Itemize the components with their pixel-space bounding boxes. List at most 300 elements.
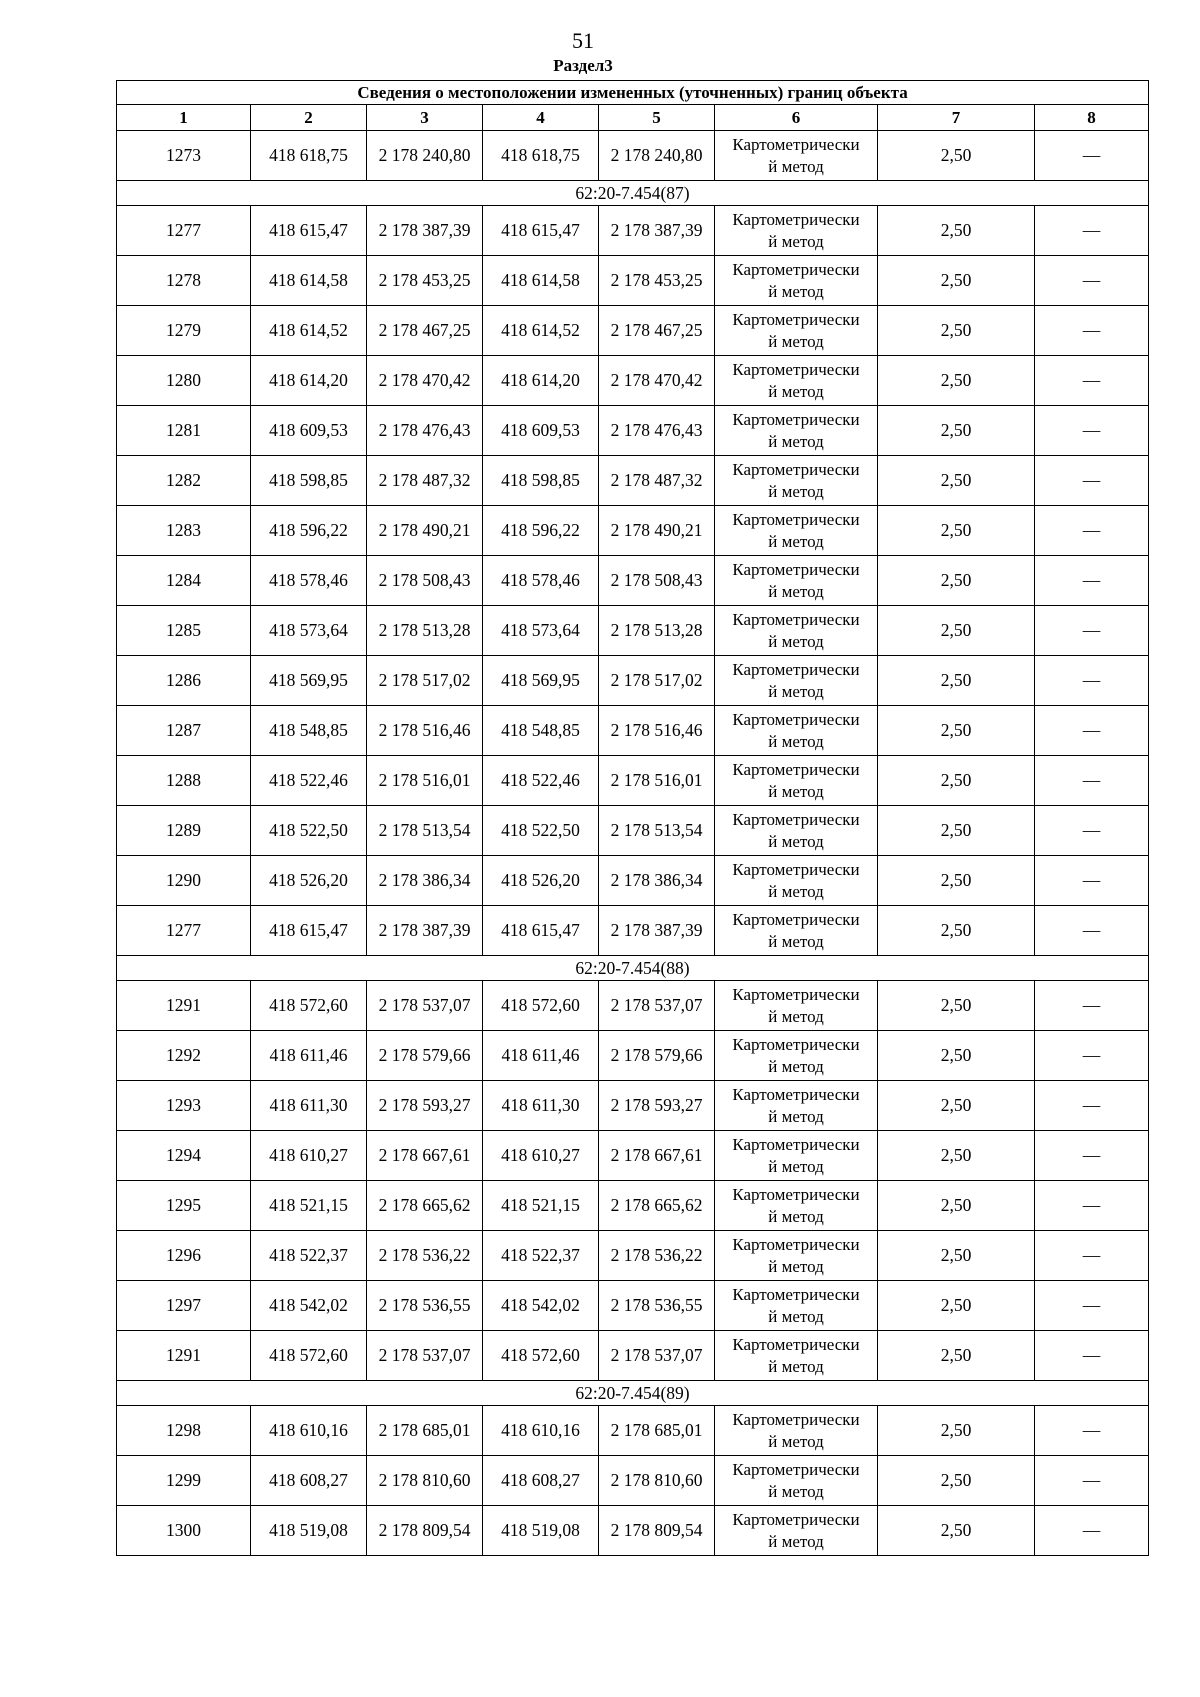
method-line-1: Картометрически — [732, 309, 860, 329]
x-old-cell: 418 611,46 — [251, 1031, 367, 1081]
method-line-2: й метод — [768, 581, 824, 601]
y-old-cell: 2 178 685,01 — [367, 1406, 483, 1456]
method-line-1: Картометрически — [732, 984, 860, 1004]
x-new-cell: 418 526,20 — [483, 856, 599, 906]
description-cell: — — [1035, 906, 1149, 956]
y-old-cell: 2 178 476,43 — [367, 406, 483, 456]
description-cell: — — [1035, 656, 1149, 706]
x-old-cell: 418 614,58 — [251, 256, 367, 306]
description-cell: — — [1035, 1331, 1149, 1381]
description-cell: — — [1035, 806, 1149, 856]
y-new-cell: 2 178 516,01 — [599, 756, 715, 806]
method-line-1: Картометрически — [732, 859, 860, 879]
accuracy-cell: 2,50 — [878, 256, 1035, 306]
x-old-cell: 418 519,08 — [251, 1506, 367, 1556]
y-new-cell: 2 178 516,46 — [599, 706, 715, 756]
description-cell: — — [1035, 856, 1149, 906]
point-id-cell: 1300 — [117, 1506, 251, 1556]
table-row — [117, 506, 1149, 556]
point-id-cell: 1290 — [117, 856, 251, 906]
table-row — [117, 1456, 1149, 1506]
method-line-1: Картометрически — [732, 1034, 860, 1054]
point-id-cell: 1288 — [117, 756, 251, 806]
x-new-cell: 418 572,60 — [483, 1331, 599, 1381]
y-old-cell: 2 178 537,07 — [367, 981, 483, 1031]
point-id-cell: 1298 — [117, 1406, 251, 1456]
description-cell: — — [1035, 1281, 1149, 1331]
table-row — [117, 1131, 1149, 1181]
column-header: 1 — [117, 105, 251, 131]
method-line-1: Картометрически — [732, 1134, 860, 1154]
method-cell — [715, 456, 878, 506]
accuracy-cell: 2,50 — [878, 456, 1035, 506]
description-cell: — — [1035, 981, 1149, 1031]
description-cell: — — [1035, 1031, 1149, 1081]
point-id-cell: 1280 — [117, 356, 251, 406]
column-header: 7 — [878, 105, 1035, 131]
accuracy-cell: 2,50 — [878, 1406, 1035, 1456]
y-new-cell: 2 178 517,02 — [599, 656, 715, 706]
x-old-cell: 418 522,37 — [251, 1231, 367, 1281]
method-line-2: й метод — [768, 831, 824, 851]
column-header: 3 — [367, 105, 483, 131]
point-id-cell: 1296 — [117, 1231, 251, 1281]
table-row — [117, 1031, 1149, 1081]
x-new-cell: 418 521,15 — [483, 1181, 599, 1231]
method-cell — [715, 206, 878, 256]
description-cell: — — [1035, 306, 1149, 356]
x-old-cell: 418 522,46 — [251, 756, 367, 806]
y-old-cell: 2 178 453,25 — [367, 256, 483, 306]
y-new-cell: 2 178 386,34 — [599, 856, 715, 906]
method-cell — [715, 656, 878, 706]
x-old-cell: 418 611,30 — [251, 1081, 367, 1131]
method-cell — [715, 1506, 878, 1556]
table-row — [117, 1406, 1149, 1456]
method-line-1: Картометрически — [732, 459, 860, 479]
y-new-cell: 2 178 487,32 — [599, 456, 715, 506]
x-old-cell: 418 596,22 — [251, 506, 367, 556]
method-line-2: й метод — [768, 481, 824, 501]
accuracy-cell: 2,50 — [878, 131, 1035, 181]
y-new-cell: 2 178 508,43 — [599, 556, 715, 606]
point-id-cell: 1287 — [117, 706, 251, 756]
y-old-cell: 2 178 516,01 — [367, 756, 483, 806]
point-id-cell: 1299 — [117, 1456, 251, 1506]
x-new-cell: 418 615,47 — [483, 906, 599, 956]
y-new-cell: 2 178 387,39 — [599, 206, 715, 256]
method-line-2: й метод — [768, 781, 824, 801]
x-new-cell: 418 610,27 — [483, 1131, 599, 1181]
table-row — [117, 706, 1149, 756]
y-old-cell: 2 178 508,43 — [367, 556, 483, 606]
method-line-2: й метод — [768, 1531, 824, 1551]
y-old-cell: 2 178 513,54 — [367, 806, 483, 856]
method-line-1: Картометрически — [732, 659, 860, 679]
method-line-2: й метод — [768, 156, 824, 176]
y-old-cell: 2 178 517,02 — [367, 656, 483, 706]
accuracy-cell: 2,50 — [878, 981, 1035, 1031]
point-id-cell: 1285 — [117, 606, 251, 656]
table-row — [117, 656, 1149, 706]
method-line-1: Картометрически — [732, 1509, 860, 1529]
point-id-cell: 1273 — [117, 131, 251, 181]
y-new-cell: 2 178 537,07 — [599, 1331, 715, 1381]
y-old-cell: 2 178 593,27 — [367, 1081, 483, 1131]
method-line-1: Картометрически — [732, 1234, 860, 1254]
table-row — [117, 1281, 1149, 1331]
accuracy-cell: 2,50 — [878, 806, 1035, 856]
table-caption-row — [117, 81, 1149, 105]
x-new-cell: 418 611,46 — [483, 1031, 599, 1081]
point-id-cell: 1289 — [117, 806, 251, 856]
table-caption: Сведения о местоположении измененных (уточненных) границ объекта — [117, 81, 1149, 105]
x-new-cell: 418 608,27 — [483, 1456, 599, 1506]
method-line-2: й метод — [768, 1356, 824, 1376]
method-cell — [715, 606, 878, 656]
y-new-cell: 2 178 453,25 — [599, 256, 715, 306]
description-cell: — — [1035, 556, 1149, 606]
point-id-cell: 1284 — [117, 556, 251, 606]
x-new-cell: 418 611,30 — [483, 1081, 599, 1131]
table-row — [117, 356, 1149, 406]
x-old-cell: 418 598,85 — [251, 456, 367, 506]
description-cell: — — [1035, 1131, 1149, 1181]
point-id-cell: 1283 — [117, 506, 251, 556]
method-line-1: Картометрически — [732, 1409, 860, 1429]
y-new-cell: 2 178 809,54 — [599, 1506, 715, 1556]
y-old-cell: 2 178 665,62 — [367, 1181, 483, 1231]
method-line-2: й метод — [768, 1006, 824, 1026]
table-row — [117, 131, 1149, 181]
method-line-2: й метод — [768, 1156, 824, 1176]
column-header: 5 — [599, 105, 715, 131]
point-id-cell: 1281 — [117, 406, 251, 456]
method-line-2: й метод — [768, 1206, 824, 1226]
method-line-2: й метод — [768, 681, 824, 701]
y-new-cell: 2 178 685,01 — [599, 1406, 715, 1456]
description-cell: — — [1035, 706, 1149, 756]
y-new-cell: 2 178 513,28 — [599, 606, 715, 656]
y-old-cell: 2 178 536,22 — [367, 1231, 483, 1281]
point-id-cell: 1286 — [117, 656, 251, 706]
table-row — [117, 756, 1149, 806]
description-cell: — — [1035, 406, 1149, 456]
y-new-cell: 2 178 513,54 — [599, 806, 715, 856]
method-line-2: й метод — [768, 631, 824, 651]
x-old-cell: 418 578,46 — [251, 556, 367, 606]
method-cell — [715, 356, 878, 406]
point-id-cell: 1291 — [117, 1331, 251, 1381]
description-cell: — — [1035, 1406, 1149, 1456]
y-old-cell: 2 178 387,39 — [367, 206, 483, 256]
x-new-cell: 418 542,02 — [483, 1281, 599, 1331]
accuracy-cell: 2,50 — [878, 356, 1035, 406]
y-new-cell: 2 178 667,61 — [599, 1131, 715, 1181]
y-old-cell: 2 178 579,66 — [367, 1031, 483, 1081]
point-id-cell: 1295 — [117, 1181, 251, 1231]
method-cell — [715, 1181, 878, 1231]
method-cell — [715, 981, 878, 1031]
x-old-cell: 418 521,15 — [251, 1181, 367, 1231]
y-old-cell: 2 178 470,42 — [367, 356, 483, 406]
y-old-cell: 2 178 386,34 — [367, 856, 483, 906]
description-cell: — — [1035, 131, 1149, 181]
method-line-1: Картометрически — [732, 359, 860, 379]
table-row — [117, 981, 1149, 1031]
description-cell: — — [1035, 456, 1149, 506]
accuracy-cell: 2,50 — [878, 856, 1035, 906]
description-cell: — — [1035, 1081, 1149, 1131]
y-new-cell: 2 178 579,66 — [599, 1031, 715, 1081]
method-line-1: Картометрически — [732, 259, 860, 279]
y-old-cell: 2 178 536,55 — [367, 1281, 483, 1331]
description-cell: — — [1035, 206, 1149, 256]
method-cell — [715, 706, 878, 756]
y-old-cell: 2 178 537,07 — [367, 1331, 483, 1381]
table-row — [117, 406, 1149, 456]
x-new-cell: 418 569,95 — [483, 656, 599, 706]
table-row — [117, 1331, 1149, 1381]
x-old-cell: 418 548,85 — [251, 706, 367, 756]
description-cell: — — [1035, 1506, 1149, 1556]
method-cell — [715, 506, 878, 556]
method-line-2: й метод — [768, 1306, 824, 1326]
method-line-1: Картометрически — [732, 409, 860, 429]
y-new-cell: 2 178 387,39 — [599, 906, 715, 956]
point-id-cell: 1282 — [117, 456, 251, 506]
method-line-1: Картометрически — [732, 1334, 860, 1354]
method-cell — [715, 256, 878, 306]
table-row — [117, 556, 1149, 606]
y-old-cell: 2 178 487,32 — [367, 456, 483, 506]
y-new-cell: 2 178 536,55 — [599, 1281, 715, 1331]
description-cell: — — [1035, 1456, 1149, 1506]
description-cell: — — [1035, 506, 1149, 556]
method-line-2: й метод — [768, 881, 824, 901]
accuracy-cell: 2,50 — [878, 606, 1035, 656]
description-cell: — — [1035, 1181, 1149, 1231]
x-new-cell: 418 519,08 — [483, 1506, 599, 1556]
method-line-2: й метод — [768, 281, 824, 301]
method-line-1: Картометрически — [732, 609, 860, 629]
method-line-1: Картометрически — [732, 1184, 860, 1204]
method-line-1: Картометрически — [732, 1284, 860, 1304]
method-line-1: Картометрически — [732, 509, 860, 529]
x-new-cell: 418 548,85 — [483, 706, 599, 756]
column-header: 8 — [1035, 105, 1149, 131]
x-new-cell: 418 614,58 — [483, 256, 599, 306]
y-old-cell: 2 178 516,46 — [367, 706, 483, 756]
x-new-cell: 418 522,37 — [483, 1231, 599, 1281]
y-new-cell: 2 178 470,42 — [599, 356, 715, 406]
accuracy-cell: 2,50 — [878, 756, 1035, 806]
method-cell — [715, 1231, 878, 1281]
y-new-cell: 2 178 490,21 — [599, 506, 715, 556]
y-old-cell: 2 178 387,39 — [367, 906, 483, 956]
column-header: 6 — [715, 105, 878, 131]
x-old-cell: 418 569,95 — [251, 656, 367, 706]
method-line-1: Картометрически — [732, 209, 860, 229]
method-cell — [715, 1456, 878, 1506]
x-new-cell: 418 573,64 — [483, 606, 599, 656]
point-id-cell: 1277 — [117, 206, 251, 256]
method-line-1: Картометрически — [732, 909, 860, 929]
x-new-cell: 418 572,60 — [483, 981, 599, 1031]
x-new-cell: 418 596,22 — [483, 506, 599, 556]
accuracy-cell: 2,50 — [878, 1081, 1035, 1131]
table-row — [117, 306, 1149, 356]
method-line-2: й метод — [768, 1106, 824, 1126]
accuracy-cell: 2,50 — [878, 1281, 1035, 1331]
method-line-2: й метод — [768, 381, 824, 401]
method-cell — [715, 1131, 878, 1181]
section-title: Раздел3 — [553, 56, 613, 75]
x-old-cell: 418 522,50 — [251, 806, 367, 856]
method-cell — [715, 556, 878, 606]
method-line-1: Картометрически — [732, 559, 860, 579]
method-cell — [715, 1281, 878, 1331]
description-cell: — — [1035, 1231, 1149, 1281]
method-line-2: й метод — [768, 931, 824, 951]
accuracy-cell: 2,50 — [878, 1181, 1035, 1231]
x-old-cell: 418 610,16 — [251, 1406, 367, 1456]
method-line-2: й метод — [768, 1481, 824, 1501]
method-cell — [715, 856, 878, 906]
accuracy-cell: 2,50 — [878, 306, 1035, 356]
x-new-cell: 418 522,50 — [483, 806, 599, 856]
point-id-cell: 1277 — [117, 906, 251, 956]
column-header-row — [117, 105, 1149, 131]
table-row — [117, 606, 1149, 656]
accuracy-cell: 2,50 — [878, 706, 1035, 756]
x-old-cell: 418 608,27 — [251, 1456, 367, 1506]
x-old-cell: 418 615,47 — [251, 206, 367, 256]
table-row — [117, 1506, 1149, 1556]
y-new-cell: 2 178 240,80 — [599, 131, 715, 181]
x-old-cell: 418 610,27 — [251, 1131, 367, 1181]
x-old-cell: 418 572,60 — [251, 1331, 367, 1381]
table-row — [117, 906, 1149, 956]
accuracy-cell: 2,50 — [878, 206, 1035, 256]
method-line-2: й метод — [768, 731, 824, 751]
method-cell — [715, 906, 878, 956]
method-cell — [715, 131, 878, 181]
method-line-1: Картометрически — [732, 134, 860, 154]
y-new-cell: 2 178 536,22 — [599, 1231, 715, 1281]
y-old-cell: 2 178 490,21 — [367, 506, 483, 556]
method-line-2: й метод — [768, 1056, 824, 1076]
x-new-cell: 418 618,75 — [483, 131, 599, 181]
table-body — [117, 131, 1149, 1556]
method-line-1: Картометрически — [732, 1084, 860, 1104]
coordinates-table — [116, 80, 1149, 1556]
method-line-2: й метод — [768, 231, 824, 251]
accuracy-cell: 2,50 — [878, 506, 1035, 556]
parcel-label: 62:20-7.454(87) — [117, 181, 1149, 206]
group-row — [117, 956, 1149, 981]
accuracy-cell: 2,50 — [878, 906, 1035, 956]
method-line-2: й метод — [768, 431, 824, 451]
x-old-cell: 418 618,75 — [251, 131, 367, 181]
method-cell — [715, 406, 878, 456]
method-cell — [715, 1031, 878, 1081]
accuracy-cell: 2,50 — [878, 1331, 1035, 1381]
y-new-cell: 2 178 537,07 — [599, 981, 715, 1031]
accuracy-cell: 2,50 — [878, 1456, 1035, 1506]
x-new-cell: 418 578,46 — [483, 556, 599, 606]
x-old-cell: 418 572,60 — [251, 981, 367, 1031]
method-line-2: й метод — [768, 331, 824, 351]
point-id-cell: 1292 — [117, 1031, 251, 1081]
method-line-2: й метод — [768, 1431, 824, 1451]
y-new-cell: 2 178 665,62 — [599, 1181, 715, 1231]
point-id-cell: 1297 — [117, 1281, 251, 1331]
x-old-cell: 418 614,52 — [251, 306, 367, 356]
table-row — [117, 806, 1149, 856]
method-line-1: Картометрически — [732, 759, 860, 779]
description-cell: — — [1035, 756, 1149, 806]
point-id-cell: 1278 — [117, 256, 251, 306]
x-old-cell: 418 609,53 — [251, 406, 367, 456]
x-old-cell: 418 542,02 — [251, 1281, 367, 1331]
method-line-2: й метод — [768, 531, 824, 551]
accuracy-cell: 2,50 — [878, 406, 1035, 456]
x-new-cell: 418 522,46 — [483, 756, 599, 806]
method-line-1: Картометрически — [732, 709, 860, 729]
x-new-cell: 418 614,20 — [483, 356, 599, 406]
group-row — [117, 181, 1149, 206]
accuracy-cell: 2,50 — [878, 1031, 1035, 1081]
y-new-cell: 2 178 593,27 — [599, 1081, 715, 1131]
x-old-cell: 418 573,64 — [251, 606, 367, 656]
y-new-cell: 2 178 476,43 — [599, 406, 715, 456]
y-new-cell: 2 178 810,60 — [599, 1456, 715, 1506]
method-cell — [715, 806, 878, 856]
description-cell: — — [1035, 356, 1149, 406]
x-new-cell: 418 615,47 — [483, 206, 599, 256]
table-row — [117, 856, 1149, 906]
x-new-cell: 418 614,52 — [483, 306, 599, 356]
y-old-cell: 2 178 667,61 — [367, 1131, 483, 1181]
point-id-cell: 1291 — [117, 981, 251, 1031]
accuracy-cell: 2,50 — [878, 1506, 1035, 1556]
method-line-1: Картометрически — [732, 809, 860, 829]
column-header: 4 — [483, 105, 599, 131]
parcel-label: 62:20-7.454(89) — [117, 1381, 1149, 1406]
table-row — [117, 256, 1149, 306]
description-cell: — — [1035, 606, 1149, 656]
table-row — [117, 1231, 1149, 1281]
method-cell — [715, 756, 878, 806]
table-row — [117, 206, 1149, 256]
y-new-cell: 2 178 467,25 — [599, 306, 715, 356]
column-header: 2 — [251, 105, 367, 131]
method-cell — [715, 306, 878, 356]
group-row — [117, 1381, 1149, 1406]
method-cell — [715, 1406, 878, 1456]
table-row — [117, 456, 1149, 506]
x-new-cell: 418 609,53 — [483, 406, 599, 456]
point-id-cell: 1294 — [117, 1131, 251, 1181]
table-row — [117, 1181, 1149, 1231]
x-old-cell: 418 526,20 — [251, 856, 367, 906]
point-id-cell: 1293 — [117, 1081, 251, 1131]
y-old-cell: 2 178 513,28 — [367, 606, 483, 656]
accuracy-cell: 2,50 — [878, 556, 1035, 606]
x-old-cell: 418 615,47 — [251, 906, 367, 956]
method-cell — [715, 1331, 878, 1381]
